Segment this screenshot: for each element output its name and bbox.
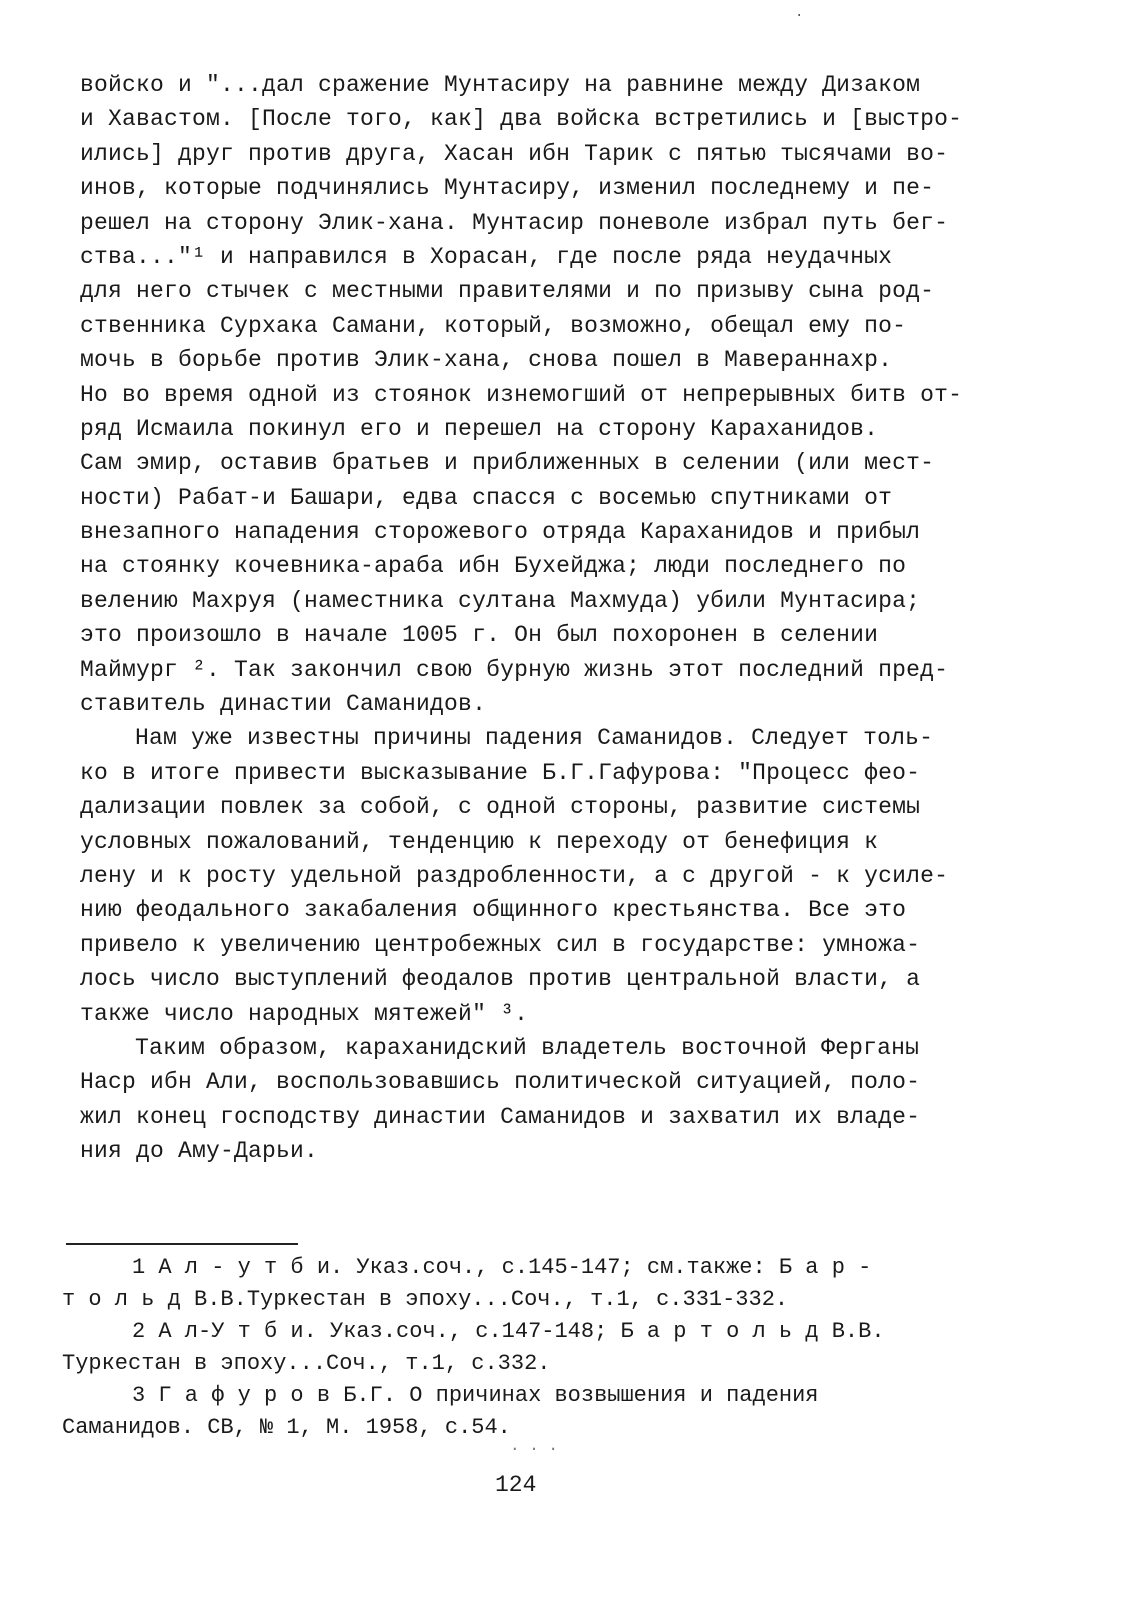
body-line: ряд Исмаила покинул его и перешел на сторону Караханидов. bbox=[80, 415, 879, 442]
body-line: Маймург ². Так закончил свою бурную жизнь этот последний пред- bbox=[80, 656, 949, 683]
body-line: решел на сторону Элик-хана. Мунтасир поневоле избрал путь бег- bbox=[80, 209, 949, 236]
body-line: ились] друг против друга, Хасан ибн Тарик с пятью тысячами во- bbox=[80, 140, 949, 167]
footnote-line: 1 А л - у т б и. Указ.соч., с.145-147; см.также: Б а р - bbox=[132, 1255, 872, 1280]
body-line: внезапного нападения сторожевого отряда Караханидов и прибыл bbox=[80, 519, 921, 546]
body-line: лену и к росту удельной раздробленности, а с другой - к усиле- bbox=[80, 862, 949, 889]
body-line: Сам эмир, оставив братьев и приближенных в селении (или мест- bbox=[80, 450, 935, 477]
footnote-line: т о л ь д В.В.Туркестан в эпоху...Соч., т.1, с.331-332. bbox=[62, 1287, 789, 1312]
footnotes bbox=[62, 1252, 1062, 1444]
body-line: также число народных мятежей" ³. bbox=[80, 1000, 529, 1027]
footnote-line: 2 А л-У т б и. Указ.соч., с.147-148; Б а р т о л ь д В.В. bbox=[132, 1319, 885, 1344]
footnote-line: Саманидов. СВ, № 1, М. 1958, с.54. bbox=[62, 1415, 511, 1440]
body-line: жил конец господству династии Саманидов и захватил их владе- bbox=[80, 1103, 921, 1130]
footnote-divider bbox=[66, 1243, 298, 1245]
body-line: на стоянку кочевника-араба ибн Бухейджа; люди последнего по bbox=[80, 553, 907, 580]
body-text bbox=[80, 68, 1040, 1169]
body-line: лось число выступлений феодалов против центральной власти, а bbox=[80, 966, 921, 993]
body-line: нию феодального закабаления общинного крестьянства. Все это bbox=[80, 897, 907, 924]
body-line: и Хавастом. [После того, как] два войска встретились и [выстро- bbox=[80, 106, 963, 133]
body-line: ния до Аму-Дарьи. bbox=[80, 1138, 319, 1165]
body-line: привело к увеличению центробежных сил в государстве: умножа- bbox=[80, 931, 921, 958]
page-number: 124 bbox=[495, 1472, 537, 1498]
body-line: инов, которые подчинялись Мунтасиру, изменил последнему и пе- bbox=[80, 175, 935, 202]
body-line: условных пожалований, тенденцию к переходу от бенефиция к bbox=[80, 828, 879, 855]
body-line: ства..."¹ и направился в Хорасан, где после ряда неудачных bbox=[80, 243, 893, 270]
body-line: Нам уже известны причины падения Саманидов. Следует толь- bbox=[135, 725, 934, 752]
body-line: дализации повлек за собой, с одной стороны, развитие системы bbox=[80, 794, 921, 821]
top-mark: · bbox=[795, 8, 804, 24]
footnote-line: Туркестан в эпоху...Соч., т.1, с.332. bbox=[62, 1351, 551, 1376]
body-line: велению Махруя (наместника султана Махмуда) убили Мунтасира; bbox=[80, 587, 921, 614]
body-line: Но во время одной из стоянок изнемогший от непрерывных битв от- bbox=[80, 381, 963, 408]
footnote-line: 3 Г а ф у р о в Б.Г. О причинах возвышения и падения bbox=[132, 1383, 819, 1408]
separator-dots: · · · bbox=[510, 1440, 559, 1458]
body-line: мочь в борьбе против Элик-хана, снова пошел в Мавераннахр. bbox=[80, 347, 893, 374]
body-line: Наср ибн Али, воспользовавшись политической ситуацией, поло- bbox=[80, 1069, 921, 1096]
body-line: ставитель династии Саманидов. bbox=[80, 691, 487, 718]
body-line: ности) Рабат-и Башари, едва спасся с восемью спутниками от bbox=[80, 484, 893, 511]
body-line: Таким образом, караханидский владетель восточной Ферганы bbox=[135, 1034, 920, 1061]
body-line: ко в итоге привести высказывание Б.Г.Гафурова: "Процесс фео- bbox=[80, 759, 921, 786]
body-line: для него стычек с местными правителями и по призыву сына род- bbox=[80, 278, 935, 305]
body-line: войско и "...дал сражение Мунтасиру на равнине между Дизаком bbox=[80, 72, 921, 98]
body-line: это произошло в начале 1005 г. Он был похоронен в селении bbox=[80, 622, 879, 649]
body-line: ственника Сурхака Самани, который, возможно, обещал ему по- bbox=[80, 312, 907, 339]
